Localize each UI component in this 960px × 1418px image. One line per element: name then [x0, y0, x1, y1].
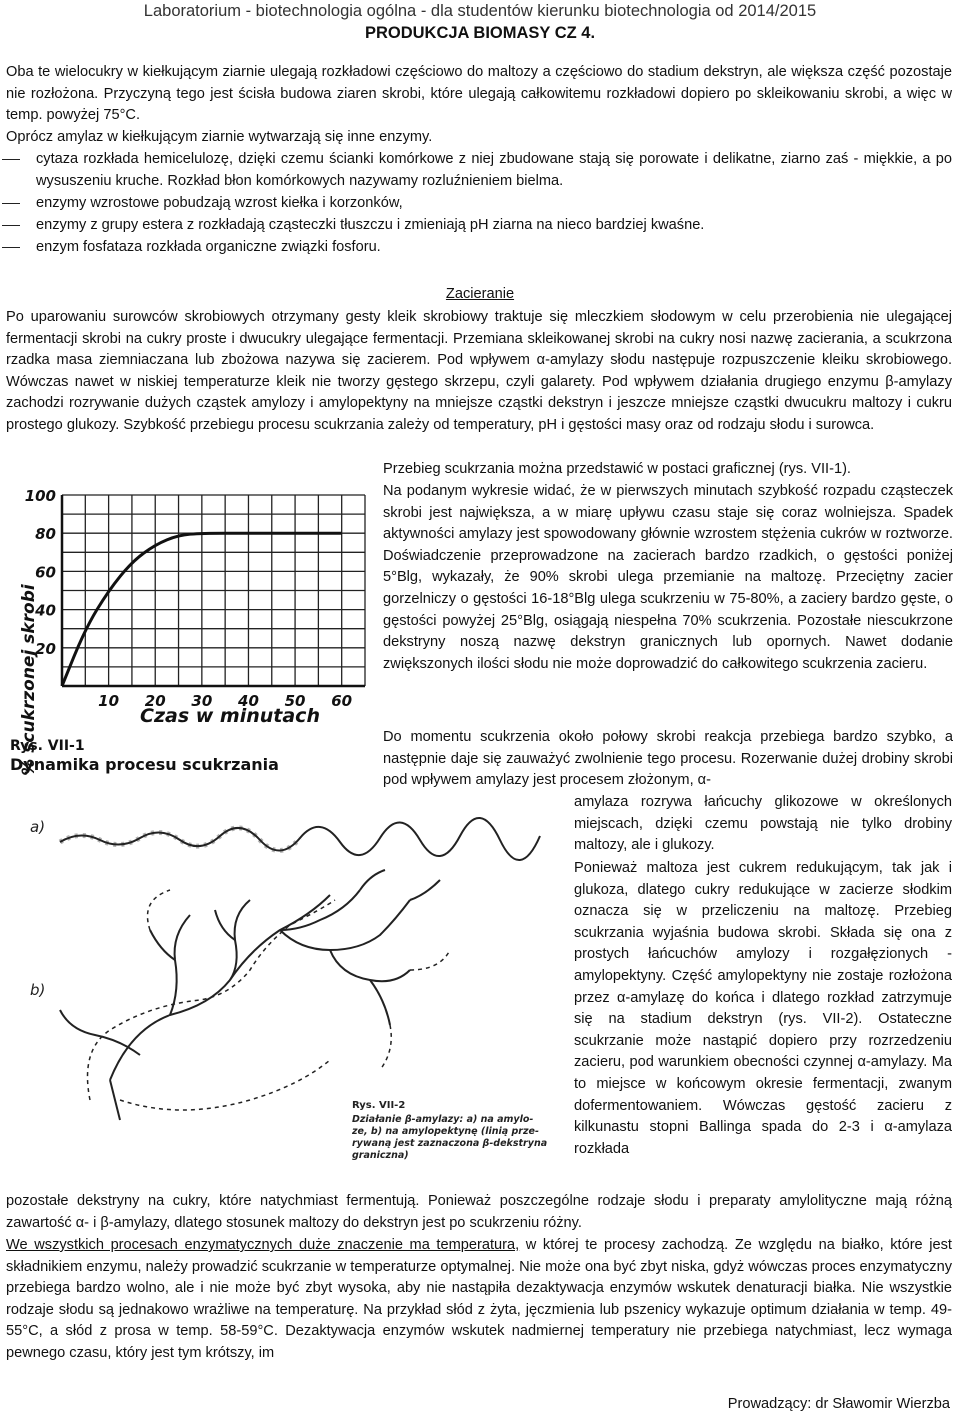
figure-caption-title: Dynamika procesu scukrzania [10, 755, 279, 774]
diagram-caption-line3: rywaną jest zaznaczona β-dekstryna [352, 1138, 548, 1149]
chart-x-tick-label: 30 [191, 692, 213, 710]
bullet-dash [2, 159, 20, 160]
intro-enzymes-sentence: Oprócz amylaz w kiełkującym ziarnie wytwarzają się inne enzymy. [6, 129, 433, 145]
amylose-chain [60, 818, 540, 860]
diagram-caption-line1: Działanie β-amylazy: a) na amylo- [352, 1114, 534, 1125]
enzyme-item-wzrostowe: enzymy wzrostowe pobudzają wzrost kiełka i korzonków, [36, 195, 403, 211]
diagram-caption-line4: graniczna) [352, 1150, 409, 1161]
section-paragraph-maltose: Ponieważ maltoza jest cukrem redukującym, tak jak i glukoza, dlatego cukry redukujące w zacierze słodkim oznacza się w przeliczeniu na maltozę. Przebieg scukrzania wyjaśnia budowa skrobi. Składa się ona z prostych łańcuchów amylozy i rozgałęzionych - amylopektyny. Część amylopektyny nie zostaje rozłożona przez α-amylazę do końca i dlatego rozkład zatrzymuje się na stadium dekstryn (rys. VII-2). Ostateczne scukrzanie może nastąpić dopiero przy rozrzedzeniu zacieru, pod warunkiem obecności czynnej α-amylazy. Ma to miejsce w końcowym okresie fermentacji, zwanym dofermentowaniem. Wówczas gęstość zacieru z kilkunastu stopni Ballinga spada do 2-3 i α-amylaza rozkłada [574, 860, 952, 1157]
enzyme-item-fosfataza: enzym fosfataza rozkłada organiczne związki fosforu. [36, 239, 381, 255]
amylopectin-tree [60, 870, 440, 1120]
chart-x-tick-label: 60 [331, 692, 353, 710]
section-paragraph-temperature [6, 1235, 952, 1365]
chart-y-tick-label: 20 [35, 639, 56, 658]
chart-y-tick-label: 100 [24, 487, 56, 505]
diagram-caption-number: Rys. VII-2 [352, 1100, 406, 1111]
section-paragraph-reaction: Do momentu scukrzenia około połowy skrobi reakcja przebiega bardzo szybko, a następnie daje się zauważyć zwolnienie tego procesu. Rozerwanie dużej drobiny skrobi pod wpływem amylazy jest procesem złożonym, α- [383, 729, 953, 789]
chart-x-tick-label: 10 [98, 692, 120, 710]
intro-paragraph: Oba te wielocukry w kiełkującym ziarnie ulegają rozkładowi częściowo do maltozy a częściowo do stadium dekstryn, ale większa część pozostaje nie rozłożona. Przyczyną tego jest ścisła budowa ziaren skrobi, które ulegają całkowitemu rozkładowi dopiero po skleikowaniu skrobi, a więc w temp. powyżej 75°C. [6, 64, 952, 124]
diagram-label-a: a) [30, 818, 46, 836]
bullet-dash [2, 247, 20, 248]
chart-y-axis-label: % scukrzonej skrobi [19, 584, 39, 776]
chart-y-tick-label: 40 [35, 601, 56, 620]
footer-instructor: Prowadzący: dr Sławomir Wierzba [727, 1396, 950, 1412]
temperature-emphasis: We wszystkich procesach enzymatycznych duże znaczenie ma temperatura, [6, 1237, 520, 1253]
figure-amylase-diagram [0, 800, 560, 1185]
chart-y-tick-label: 60 [35, 563, 56, 582]
enzyme-item-estera: enzymy z grupy estera z rozkładają cząsteczki tłuszczu i zmieniają pH ziarna na nieco bardziej kwaśne. [36, 217, 705, 233]
chart-x-tick-label: 20 [144, 692, 166, 710]
section-paragraph-1: Po uparowaniu surowców skrobiowych otrzymany gesty kleik skrobiowy traktuje się mleczkiem słodowym w celu przerobienia nie ulegającej fermentacji skrobi na cukry proste i dwucukry ulegające fermentacji. Przemiana skleikowanej skrobi na cukry nosi nazwę zacierania, a scukrzona rzadka masa ziemniaczana lub zbożowa nazywa się zacierem. Pod wpływem α-amylazy słodu następuje rozpuszczenie kleiku skrobiowego. Wówczas nawet w niskiej temperaturze kleik nie tworzy gęstego skrzepu, czyli galarety. Pod wpływem działania drugiego enzymu β-amylazy zachodzi rozrywanie dużych cząstek amylozy i amylopektyny na mniejsze cząstki dekstryn i jeszcze mniejsze cząstki dwucukru maltozy i cukru prostego glukozy. Szybkość przebiegu procesu scukrzania zależy od temperatury, pH i gęstości masy oraz od rodzaju słodu i surowca. [6, 309, 952, 433]
figure-caption-number: Rys. VII-1 [10, 738, 85, 754]
chart-x-axis-label: Czas w minutach [140, 705, 320, 727]
chart-x-tick-label: 50 [284, 692, 306, 710]
chart-y-tick-label: 80 [35, 525, 56, 544]
enzyme-item-cytaza: cytaza rozkłada hemicelulozę, dzięki czemu ścianki komórkowe z niej zbudowane stają się porowate i delikatne, ziarno zaś - miękkie, a po wysuszeniu kruche. Rozkład błon komórkowych nazywamy rozluźnieniem bielma. [36, 151, 952, 189]
header-title: PRODUKCJA BIOMASY CZ 4. [364, 24, 596, 42]
temperature-text: w której te procesy zachodzą. Ze względu na białko, które jest składnikiem enzymu, należy prowadzić scukrzanie w temperaturze optymalnej. Nie może ona być zbyt niska, gdyż wówczas proces enzymatyczny przebiega bardzo wolno, ale i nie może być zbyt wysoka, aby nie nastąpiła dezaktywacja enzymów wskutek denaturacji białka. Nie wszystkie rodzaje słodu są jednakowo wrażliwe na temperaturę. Na przykład słód z żyta, jęczmienia lub pszenicy wykazuje optimum działania w temp. 49-55°C, a słód z prosa w temp. 58-59°C. Dezaktywacja enzymów wskutek nadmiernej temperatury nie przebiega natychmiast, lecz wymaga pewnego czasu, który jest tym krótszy, im [6, 1237, 952, 1361]
figure-reference: Przebieg scukrzania można przedstawić w postaci graficznej (rys. VII-1). [383, 461, 851, 477]
figure-scukrzanie-chart [0, 480, 380, 785]
section-paragraph-chart-desc: Na podanym wykresie widać, że w pierwszych minutach szybkość rozpadu cząsteczek skrobi jest największa, a w miarę upływu czasu staje się coraz wolniejsza. Spadek aktywności amylazy jest spowodowany głównie wzrostem stężenia cukrów w roztworze. Doświadczenie przeprowadzone na zacierach bardzo rzadkich, o gęstości poniżej 5°Blg, wykazały, że 90% skrobi ulega przemianie na maltozę. Przeciętny zacier gorzelniczy o gęstości 16-18°Blg ulega scukrzeniu w 75-80%, a zaciery bardzo gęste, o gęstości powyżej 25°Blg, osiągają niespełna 70% scukrzenia. Pozostałe niescukrzone dekstryny noszą nazwę dekstryn granicznych lub opornych. Nawet dodanie zwiększonych ilości słodu nie może doprowadzić do całkowitego scukrzenia zacieru. [383, 483, 953, 672]
bullet-dash [2, 225, 20, 226]
chart-x-tick-label: 40 [238, 692, 259, 710]
section-paragraph-dextrins: pozostałe dekstryny na cukry, które natychmiast fermentują. Ponieważ poszczególne rodzaje słodu i preparaty amylolityczne mają różną zawartość α- i β-amylazy, dlatego stosunek maltozy do dekstryn jest po scukrzeniu różny. [6, 1193, 952, 1231]
section-title: Zacieranie [445, 286, 515, 302]
beta-dextrin-outline [88, 890, 451, 1110]
header-course-line: Laboratorium - biotechnologia ogólna - dla studentów kierunku biotechnologia od 2014/2015 [143, 2, 817, 20]
diagram-caption-line2: ze, b) na amylopektynę (linią prze- [352, 1126, 539, 1137]
section-paragraph-amylase: amylaza rozrywa łańcuchy glikozowe w określonych miejscach, dzięki czemu powstają nie tylko drobiny maltozy, ale i glukozy. [574, 794, 952, 854]
diagram-label-b: b) [30, 981, 46, 999]
bullet-dash [2, 203, 20, 204]
